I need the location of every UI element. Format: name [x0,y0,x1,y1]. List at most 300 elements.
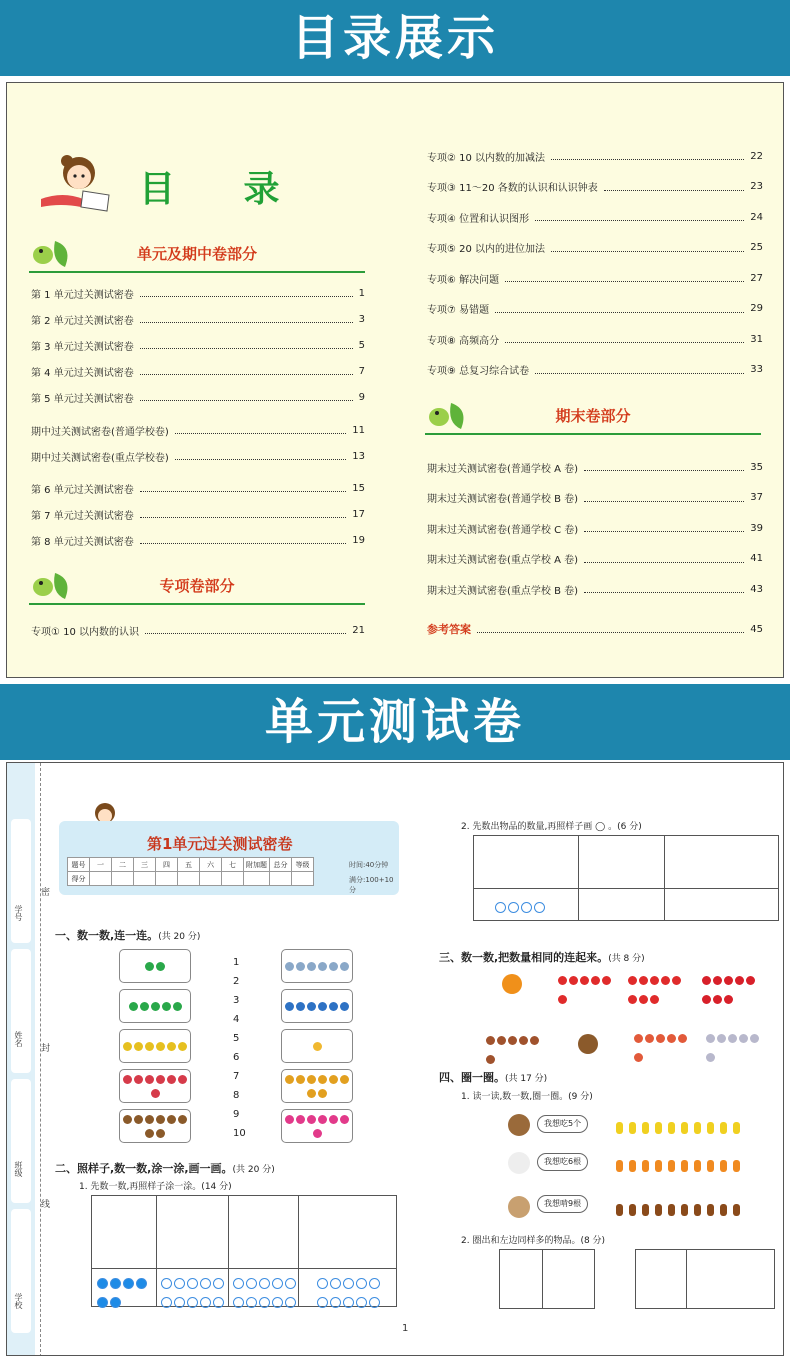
item-dot [167,1042,176,1051]
toc-entry-page: 21 [352,624,365,636]
item-dot [707,1160,714,1172]
item-dot [668,1160,675,1172]
item-dot [702,976,711,985]
toc-entry-label: 专项① 10 以内数的认识 [31,626,140,638]
toc-entry-left-8[interactable] [31,481,365,495]
toc-entry-page: 43 [750,583,763,595]
item-dot [340,1075,349,1084]
question-1 [55,927,200,943]
item-dot [318,1089,327,1098]
grid-line [686,1250,687,1308]
section-unit-label: 单元及期中卷部分 [136,245,257,263]
toc-entry-label: 专项⑨ 总复习综合试卷 [427,366,530,377]
item-dot [578,1034,598,1054]
binder-cell [11,1079,31,1203]
toc-entry-page: 25 [750,242,763,253]
toc-entry-page: 9 [358,391,365,403]
score-cell[interactable] [134,872,156,886]
picture-card[interactable] [119,1109,191,1143]
divider [425,433,761,435]
toc-entry-page: 13 [352,450,365,462]
toc-entry-label: 第 2 单元过关测试密卷 [31,315,134,327]
item-dot [173,1002,182,1011]
item-dot [616,1204,623,1216]
toc-entry-label: 专项④ 位置和认识图形 [427,213,530,225]
grid-line [578,836,579,920]
toc-entry-special-1[interactable] [31,623,365,637]
binding-strip [7,763,35,1356]
item-dot [720,1160,727,1172]
banner-toc: 目录展示 [0,0,790,76]
toc-entry-right-6[interactable] [427,302,763,316]
score-header-cell: 二 [112,858,134,872]
item-dot [296,962,305,971]
item-dot [145,1042,154,1051]
test-title-box [59,821,399,895]
item-dot [639,976,648,985]
leader-dots [140,289,353,297]
section-final-label: 期末卷部分 [555,407,631,425]
question-3-text: 三、数一数,把数量相同的连起来。 [439,951,609,964]
item-dot [645,1034,654,1043]
item-dot [156,1075,165,1084]
item-dot [329,962,338,971]
toc-entry-label: 参考答案 [427,623,471,636]
item-dot [668,1122,675,1134]
item-dot [713,995,722,1004]
item-dot [285,1002,294,1011]
item-dot [629,1204,636,1216]
item-dot [134,1115,143,1124]
score-cell[interactable] [156,872,178,886]
score-row-label: 得分 [68,872,90,886]
item-dot [151,1089,160,1098]
item-dot [750,1034,759,1043]
leader-dots [584,463,744,471]
leader-dots [584,585,744,593]
toc-entry-page: 37 [750,492,763,503]
item-dot [340,1002,349,1011]
item-dot [167,1115,176,1124]
score-table [67,857,314,886]
question-2-1: 1. 先数一数,再照样子涂一涂。(14 分) [79,1182,232,1192]
toc-panel [6,82,784,678]
toc-entry-page: 1 [358,287,365,299]
q4-2-box-left [499,1249,595,1309]
score-header-cell: 等级 [292,858,314,872]
toc-entry-page: 29 [750,303,763,314]
question-4-2: 2. 圈出和左边同样多的物品。(8 分) [461,1236,606,1246]
divider [29,603,365,605]
score-header-cell: 六 [200,858,222,872]
item-dot [616,1122,623,1134]
leader-dots [140,510,347,518]
item-dot [642,1204,649,1216]
score-header-cell: 一 [90,858,112,872]
item-dot [650,995,659,1004]
item-dot [296,1115,305,1124]
item-dot [145,1075,154,1084]
item-dot [296,1075,305,1084]
item-dot [307,1002,316,1011]
item-dot [707,1122,714,1134]
toc-entry-left-5[interactable] [31,390,365,404]
item-dot [508,1036,517,1045]
item-dot [713,976,722,985]
toc-entry-page: 45 [750,623,763,635]
item-dot [628,976,637,985]
item-dot [668,1204,675,1216]
seal-char: 封 [41,1044,51,1054]
speech-bubble-dog: 我想啃9根 [537,1195,588,1213]
toc-title: 目 录 [139,169,308,210]
item-dot [497,1036,506,1045]
number-label: 6 [233,1052,240,1063]
question-4-score: (共 17 分) [505,1074,548,1084]
q3-group[interactable] [633,1029,691,1067]
score-header-cell: 七 [222,858,244,872]
toc-entry-final-1[interactable] [427,460,763,474]
picture-card[interactable] [281,1069,353,1103]
toc-entry-page: 35 [750,461,763,473]
item-dot [706,1053,715,1062]
item-dot [307,962,316,971]
item-dot [735,976,744,985]
score-header-cell: 五 [178,858,200,872]
toc-entry-page: 5 [358,339,365,351]
item-dot [129,1002,138,1011]
toc-entry-left-6[interactable] [31,423,365,437]
toc-entry-left-9[interactable] [31,507,365,521]
score-cell[interactable] [270,872,292,886]
toc-entry-label: 期中过关测试密卷(重点学校卷) [31,452,169,464]
toc-entry-right-4[interactable] [427,241,763,255]
toc-entry-right-3[interactable] [427,210,763,224]
item-dot [681,1204,688,1216]
question-2-score: (共 20 分) [232,1165,275,1175]
number-label: 4 [233,1014,240,1025]
item-dot [634,1053,643,1062]
q3-group[interactable] [501,973,559,999]
item-dot [728,1034,737,1043]
leader-dots [584,494,744,502]
item-dot [661,976,670,985]
q3-group[interactable] [705,1029,763,1067]
q4-item-row[interactable] [613,1157,743,1176]
grid-line [228,1196,229,1306]
question-2-text: 二、照样子,数一数,涂一涂,画一画。 [55,1162,233,1175]
picture-card[interactable] [281,1029,353,1063]
item-dot [318,1002,327,1011]
number-label: 5 [233,1033,240,1044]
item-dot [178,1075,187,1084]
item-dot [650,976,659,985]
item-dot [739,1034,748,1043]
toc-entry-label: 专项⑤ 20 以内的进位加法 [427,244,546,255]
q4-item-row[interactable] [613,1119,743,1138]
score-cell[interactable] [200,872,222,886]
toc-entry-label: 专项⑧ 高频高分 [427,335,500,347]
picture-card[interactable] [119,949,191,983]
picture-card[interactable] [119,1069,191,1103]
item-dot [486,1036,495,1045]
question-4 [439,1069,547,1085]
binder-cell [11,1209,31,1333]
score-header-cell: 题号 [68,858,90,872]
blank-circles [160,1274,226,1312]
leader-dots [175,452,346,460]
item-dot [307,1115,316,1124]
picture-card[interactable] [119,1029,191,1063]
toc-entry-page: 11 [352,424,365,436]
toc-entry-answers[interactable] [427,622,763,636]
toc-entry-final-2[interactable] [427,491,763,505]
item-dot [156,962,165,971]
toc-entry-right-5[interactable] [427,271,763,285]
toc-entry-label: 第 4 单元过关测试密卷 [31,367,134,379]
item-dot [318,962,327,971]
item-dot [678,1034,687,1043]
item-dot [634,1034,643,1043]
toc-entry-left-1[interactable] [31,286,365,300]
question-4-1: 1. 读一读,数一数,圈一圈。(9 分) [461,1092,593,1102]
grid-line [664,836,665,920]
monkey-icon [508,1114,530,1136]
grid-line [542,1250,543,1308]
example-drawn-circles [494,898,546,917]
item-dot [285,962,294,971]
leader-dots [535,366,744,374]
field-name: 姓名 [14,1031,23,1047]
toc-entry-left-2[interactable] [31,312,365,326]
number-label: 2 [233,976,240,987]
toc-entry-label: 第 3 单元过关测试密卷 [31,341,134,353]
leader-dots [505,274,744,282]
test-sheet [6,762,784,1356]
item-dot [591,976,600,985]
toc-entry-page: 23 [750,181,763,192]
toc-entry-left-10[interactable] [31,533,365,547]
toc-entry-label: 期末过关测试密卷(普通学校 A 卷) [427,463,579,475]
item-dot [318,1075,327,1084]
seal-char: 线 [41,1200,51,1210]
score-header-cell: 三 [134,858,156,872]
item-dot [307,1089,316,1098]
item-dot [162,1002,171,1011]
picture-card[interactable] [281,1109,353,1143]
item-dot [724,976,733,985]
grid-line [474,888,778,889]
leader-dots [495,305,744,313]
toc-entry-page: 3 [358,313,365,325]
item-dot [580,976,589,985]
toc-entry-label: 专项② 10 以内数的加减法 [427,152,546,164]
q3-group[interactable] [557,971,615,1009]
toc-entry-page: 41 [750,553,763,564]
q2-1-grid [91,1195,397,1307]
picture-card[interactable] [281,949,353,983]
toc-entry-right-2[interactable] [427,180,763,194]
item-dot [318,1115,327,1124]
score-cell[interactable] [178,872,200,886]
item-dot [655,1122,662,1134]
grid-line [298,1196,299,1306]
item-dot [285,1075,294,1084]
item-dot [656,1034,665,1043]
leader-dots [140,484,347,492]
grid-line [92,1268,396,1269]
leader-dots [140,341,353,349]
toc-entry-right-7[interactable] [427,332,763,346]
item-dot [178,1115,187,1124]
item-dot [733,1122,740,1134]
toc-entry-label: 期末过关测试密卷(普通学校 C 卷) [427,524,579,536]
score-header-cell: 附加题 [244,858,270,872]
toc-entry-label: 期中过关测试密卷(普通学校卷) [31,426,169,438]
item-dot [123,1075,132,1084]
girl-reading-icon [33,151,115,215]
picture-card[interactable] [119,989,191,1023]
item-dot [717,1034,726,1043]
time-limit: 时间:40分钟 [349,861,389,869]
score-cell[interactable] [112,872,134,886]
toc-entry-label: 专项③ 11～20 各数的认识和认识钟表 [427,183,598,194]
q3-group[interactable] [485,1031,543,1069]
leader-dots [584,555,744,563]
leader-dots [140,393,353,401]
item-dot [340,962,349,971]
q3-group[interactable] [577,1033,635,1059]
q4-item-row[interactable] [613,1201,743,1220]
toc-entry-label: 专项⑥ 解决问题 [427,274,500,286]
toc-entry-page: 31 [750,333,763,345]
item-dot [519,1036,528,1045]
toc-entry-page: 15 [352,482,365,494]
toc-entry-left-3[interactable] [31,338,365,352]
number-label: 10 [233,1128,246,1139]
score-cell[interactable] [90,872,112,886]
toc-entry-label: 第 7 单元过关测试密卷 [31,510,134,522]
item-dot [140,1002,149,1011]
dog-icon [508,1196,530,1218]
leader-dots [477,625,744,633]
item-dot [151,1002,160,1011]
section-final-head [425,399,761,435]
score-header-cell: 总分 [270,858,292,872]
item-dot [530,1036,539,1045]
item-dot [616,1160,623,1172]
item-dot [329,1002,338,1011]
test-title: 第1单元过关测试密卷 [147,835,293,853]
item-dot [502,974,522,994]
number-label: 1 [233,957,240,968]
toc-entry-left-4[interactable] [31,364,365,378]
item-dot [655,1160,662,1172]
item-dot [296,1002,305,1011]
item-dot [134,1042,143,1051]
toc-entry-page: 27 [750,272,763,284]
question-1-text: 一、数一数,连一连。 [55,929,159,942]
rabbit-icon [508,1152,530,1174]
score-cell[interactable] [244,872,270,886]
leader-dots [584,524,744,532]
question-3-score: (共 8 分) [608,954,645,964]
field-student-id: 学号 [14,905,23,921]
item-dot [642,1122,649,1134]
score-header-cell: 四 [156,858,178,872]
item-dot [134,1075,143,1084]
q3-group[interactable] [701,971,759,1009]
item-dot [340,1115,349,1124]
toc-entry-final-5[interactable] [427,582,763,596]
toc-entry-page: 17 [352,508,365,520]
toc-entry-right-8[interactable] [427,363,763,377]
page-number: 1 [402,1323,409,1334]
item-dot [724,995,733,1004]
item-dot [639,995,648,1004]
question-2 [55,1160,275,1176]
section-special-head [29,569,365,605]
item-dot [694,1204,701,1216]
item-dot [156,1115,165,1124]
score-cell[interactable] [222,872,244,886]
item-dot [558,976,567,985]
item-dot [694,1122,701,1134]
item-dot [156,1129,165,1138]
item-dot [694,1160,701,1172]
toc-entry-final-4[interactable] [427,552,763,566]
toc-entry-page: 39 [750,522,763,534]
item-dot [285,1115,294,1124]
divider [29,271,365,273]
item-dot [123,1042,132,1051]
leader-dots [140,536,347,544]
q3-group[interactable] [627,971,685,1009]
speech-bubble-monkey: 我想吃5个 [537,1115,588,1133]
leader-dots [175,426,346,434]
seal-char: 密 [41,888,51,898]
q4-2-box-right [635,1249,775,1309]
item-dot [655,1204,662,1216]
item-dot [329,1075,338,1084]
example-filled-circles [96,1274,154,1312]
item-dot [629,1160,636,1172]
blank-circles [232,1274,298,1312]
binder-cell [11,949,31,1073]
score-cell[interactable] [292,872,314,886]
picture-card[interactable] [281,989,353,1023]
toc-entry-label: 期末过关测试密卷(普通学校 B 卷) [427,494,579,505]
question-3 [439,949,645,965]
item-dot [733,1204,740,1216]
toc-entry-label: 第 1 单元过关测试密卷 [31,289,134,301]
item-dot [569,976,578,985]
item-dot [706,1034,715,1043]
item-dot [329,1115,338,1124]
item-dot [307,1075,316,1084]
binder-cell [11,819,31,943]
number-label: 8 [233,1090,240,1101]
toc-entry-label: 期末过关测试密卷(重点学校 B 卷) [427,585,579,597]
leader-dots [551,244,744,252]
toc-entry-right-1[interactable] [427,149,763,163]
toc-entry-final-3[interactable] [427,521,763,535]
leader-dots [535,213,744,221]
item-dot [123,1115,132,1124]
item-dot [167,1075,176,1084]
item-dot [313,1129,322,1138]
toc-entry-left-7[interactable] [31,449,365,463]
